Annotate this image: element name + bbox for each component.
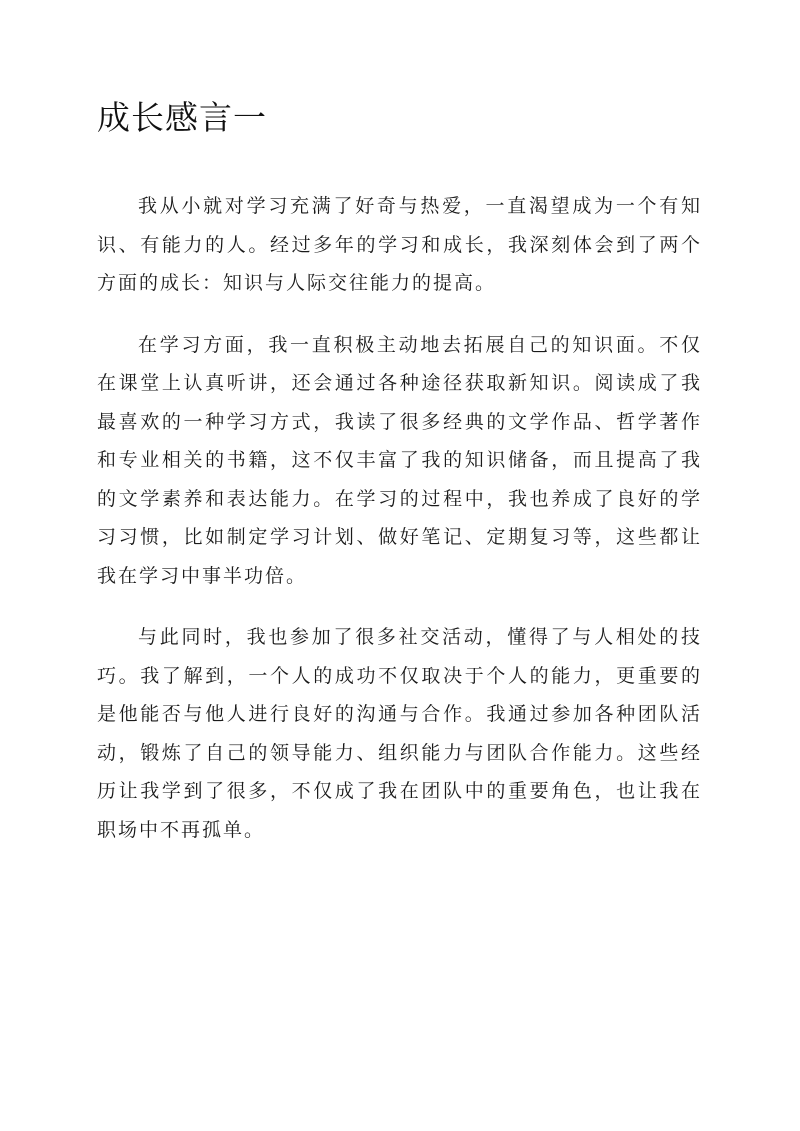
paragraph-intro: 我从小就对学习充满了好奇与热爱，一直渴望成为一个有知识、有能力的人。经过多年的学习和成长，我深刻体会到了两个方面的成长：知识与人际交往能力的提高。 <box>97 195 702 294</box>
paragraph-social: 与此同时，我也参加了很多社交活动，懂得了与人相处的技巧。我了解到，一个人的成功不仅取决于个人的能力，更重要的是他能否与他人进行良好的沟通与合作。我通过参加各种团队活动，锻炼了自己的领导能力、组织能力与团队合作能力。这些经历让我学到了很多，不仅成了我在团队中的重要角色，也让我在职场中不再孤单。 <box>97 626 702 841</box>
page-title: 成长感言一 <box>97 98 267 137</box>
document-body <box>97 187 702 872</box>
paragraph-learning: 在学习方面，我一直积极主动地去拓展自己的知识面。不仅在课堂上认真听讲，还会通过各种途径获取新知识。阅读成了我最喜欢的一种学习方式，我读了很多经典的文学作品、哲学著作和专业相关的书籍，这不仅丰富了我的知识储备，而且提高了我的文学素养和表达能力。在学习的过程中，我也养成了良好的学习习惯，比如制定学习计划、做好笔记、定期复习等，这些都让我在学习中事半功倍。 <box>97 333 702 587</box>
